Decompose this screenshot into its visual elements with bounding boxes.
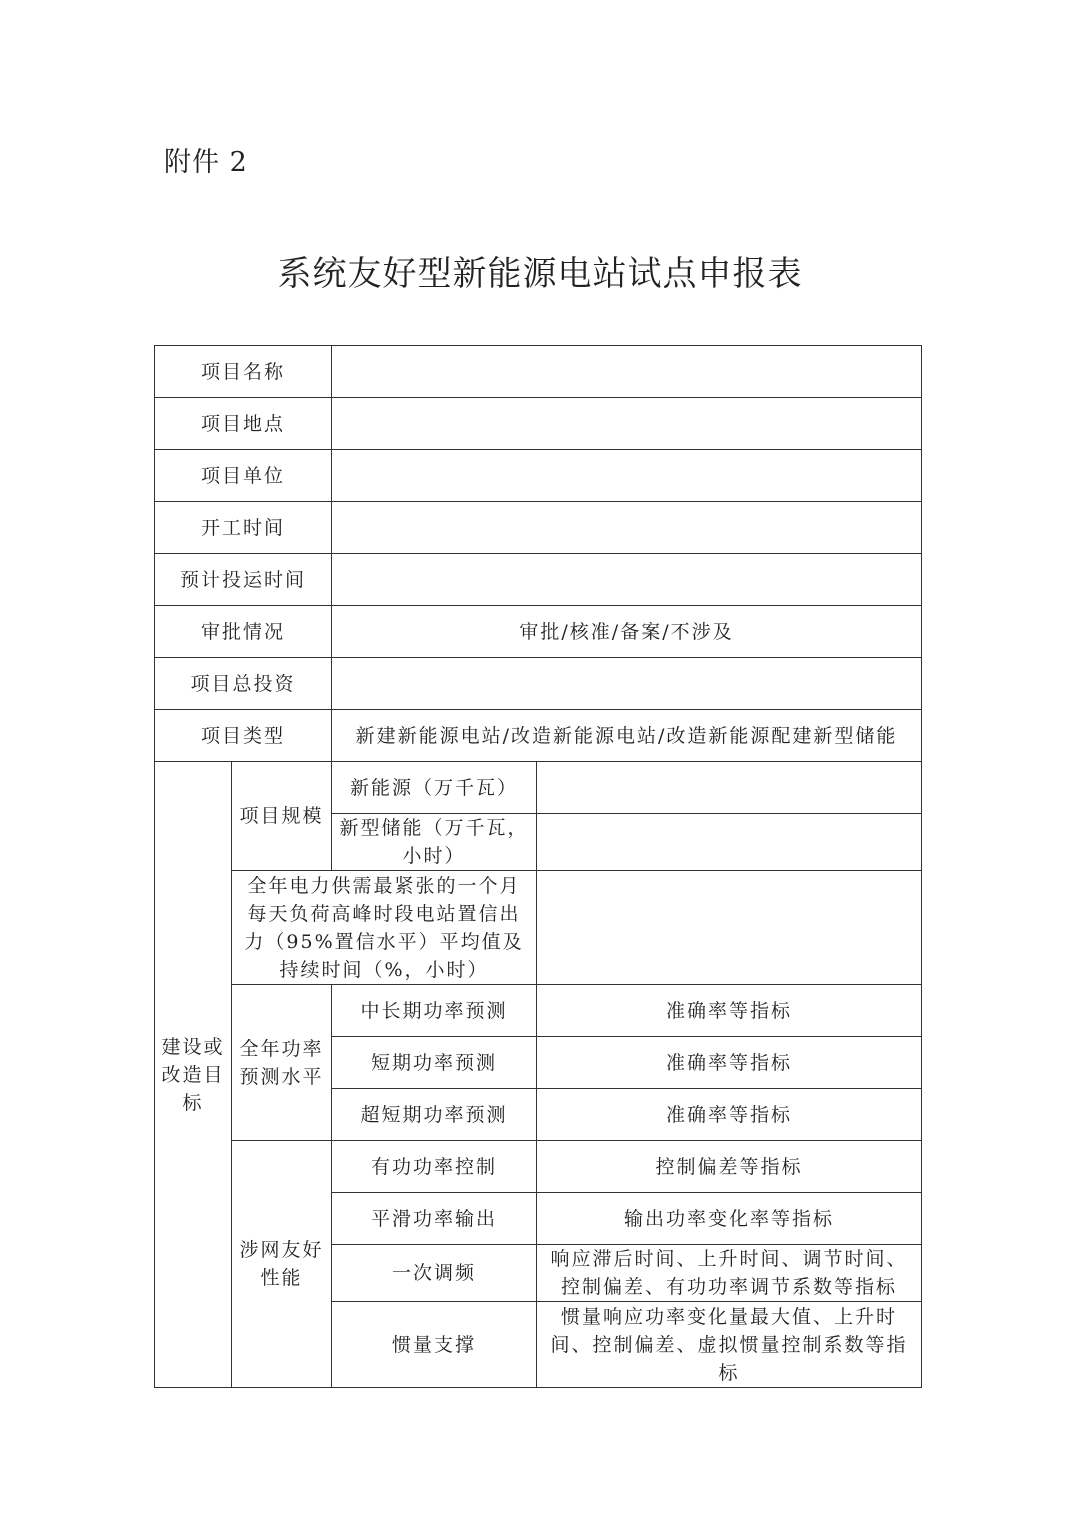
inertia-label: 惯量支撑 <box>332 1302 537 1388</box>
total-investment-label: 项目总投资 <box>155 658 332 710</box>
project-unit-label: 项目单位 <box>155 450 332 502</box>
operation-time-label: 预计投运时间 <box>155 554 332 606</box>
row-forecast-mid-long <box>155 985 922 1037</box>
mid-long-forecast-label: 中长期功率预测 <box>332 985 537 1037</box>
project-name-label: 项目名称 <box>155 346 332 398</box>
ultra-short-forecast-label: 超短期功率预测 <box>332 1089 537 1141</box>
storage-label: 新型储能（万千瓦，小时） <box>332 814 537 871</box>
storage-field[interactable] <box>537 814 922 871</box>
row-total-investment <box>155 658 922 710</box>
new-energy-field[interactable] <box>537 762 922 814</box>
attachment-label: 附件 2 <box>164 147 248 178</box>
start-time-field[interactable] <box>332 502 922 554</box>
row-peak-output <box>155 871 922 985</box>
row-project-type <box>155 710 922 762</box>
row-approval <box>155 606 922 658</box>
peak-output-field[interactable] <box>537 871 922 985</box>
grid-friendly-label: 涉网友好性能 <box>232 1141 332 1388</box>
total-investment-field[interactable] <box>332 658 922 710</box>
project-type-label: 项目类型 <box>155 710 332 762</box>
row-active-power <box>155 1141 922 1193</box>
start-time-label: 开工时间 <box>155 502 332 554</box>
row-scale-new-energy <box>155 762 922 814</box>
new-energy-label: 新能源（万千瓦） <box>332 762 537 814</box>
ultra-short-forecast-field[interactable]: 准确率等指标 <box>537 1089 922 1141</box>
project-type-field[interactable]: 新建新能源电站/改造新能源电站/改造新能源配建新型储能 <box>332 710 922 762</box>
inertia-field[interactable]: 惯量响应功率变化量最大值、上升时间、控制偏差、虚拟惯量控制系数等指标 <box>537 1302 922 1388</box>
project-location-label: 项目地点 <box>155 398 332 450</box>
operation-time-field[interactable] <box>332 554 922 606</box>
scale-label: 项目规模 <box>232 762 332 871</box>
active-power-label: 有功功率控制 <box>332 1141 537 1193</box>
smooth-output-label: 平滑功率输出 <box>332 1193 537 1245</box>
target-group-label: 建设或改造目标 <box>155 762 232 1388</box>
page-title: 系统友好型新能源电站试点申报表 <box>277 254 803 294</box>
active-power-field[interactable]: 控制偏差等指标 <box>537 1141 922 1193</box>
row-project-location <box>155 398 922 450</box>
approval-label: 审批情况 <box>155 606 332 658</box>
mid-long-forecast-field[interactable]: 准确率等指标 <box>537 985 922 1037</box>
peak-output-label: 全年电力供需最紧张的一个月每天负荷高峰时段电站置信出力（95%置信水平）平均值及持续时间（%，小时） <box>232 871 537 985</box>
primary-freq-label: 一次调频 <box>332 1245 537 1302</box>
smooth-output-field[interactable]: 输出功率变化率等指标 <box>537 1193 922 1245</box>
row-operation-time <box>155 554 922 606</box>
row-project-name <box>155 346 922 398</box>
application-form-table <box>154 345 922 1388</box>
row-project-unit <box>155 450 922 502</box>
project-unit-field[interactable] <box>332 450 922 502</box>
short-forecast-label: 短期功率预测 <box>332 1037 537 1089</box>
primary-freq-field[interactable]: 响应滞后时间、上升时间、调节时间、控制偏差、有功功率调节系数等指标 <box>537 1245 922 1302</box>
row-start-time <box>155 502 922 554</box>
short-forecast-field[interactable]: 准确率等指标 <box>537 1037 922 1089</box>
forecast-label: 全年功率预测水平 <box>232 985 332 1141</box>
project-name-field[interactable] <box>332 346 922 398</box>
approval-field[interactable]: 审批/核准/备案/不涉及 <box>332 606 922 658</box>
project-location-field[interactable] <box>332 398 922 450</box>
